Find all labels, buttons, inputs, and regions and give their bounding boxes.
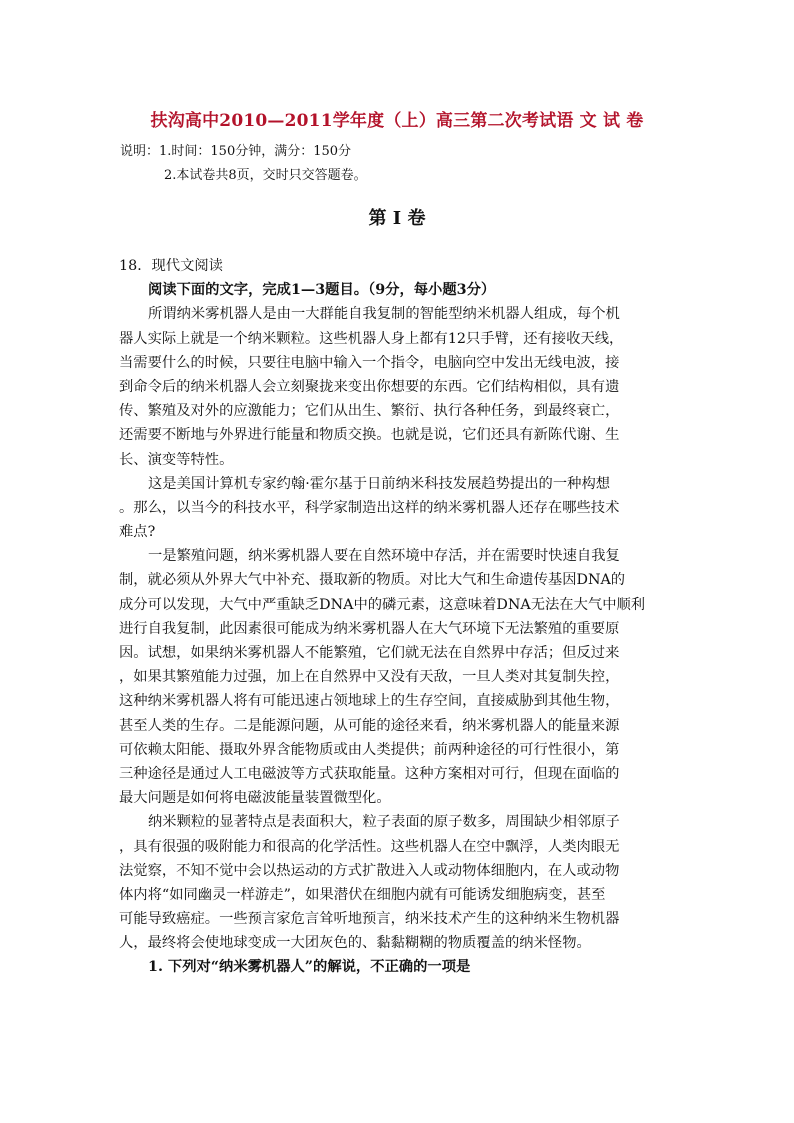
section-instruction: 阅读下面的文字，完成1—3题目。（9分，每小题3分） bbox=[148, 282, 496, 299]
paragraph-3-line: 制，就必须从外界大气中补充、摄取新的物质。对比大气和生命遗传基因DNA的 bbox=[119, 572, 626, 589]
paragraph-3-line: 三种途径是通过人工电磁波等方式获取能量。这种方案相对可行，但现在面临的 bbox=[119, 765, 620, 782]
paragraph-4-line: ，具有很强的吸附能力和很高的化学活性。这些机器人在空中飘浮，人类肉眼无 bbox=[119, 838, 620, 855]
paragraph-3-line: 进行自我复制，此因素很可能成为纳米雾机器人在大气环境下无法繁殖的重要原 bbox=[119, 620, 620, 637]
paragraph-4-line: 纳米颗粒的显著特点是表面积大，粒子表面的原子数多，周围缺少相邻原子 bbox=[148, 814, 620, 831]
paragraph-3-line: 一是繁殖问题，纳米雾机器人要在自然环境中存活，并在需要时快速自我复 bbox=[148, 548, 620, 565]
paragraph-4-line: 人，最终将会使地球变成一大团灰色的、黏黏糊糊的物质覆盖的纳米怪物。 bbox=[119, 935, 591, 952]
paragraph-1-line: 传、繁殖及对外的应激能力；它们从出生、繁衍、执行各种任务，到最终衰亡， bbox=[119, 403, 620, 420]
paragraph-3-line: 甚至人类的生存。二是能源问题，从可能的途径来看，纳米雾机器人的能量来源 bbox=[119, 717, 620, 734]
paragraph-3-line: ，如果其繁殖能力过强，加上在自然界中又没有天敌，一旦人类对其复制失控， bbox=[119, 669, 620, 686]
paragraph-4-line: 法觉察，不知不觉中会以热运动的方式扩散进入人或动物体细胞内，在人或动物 bbox=[119, 862, 620, 879]
instructions-line-1: 说明：1.时间：150分钟，满分：150分 bbox=[120, 144, 352, 159]
section-heading: 18．现代文阅读 bbox=[119, 258, 223, 274]
paragraph-1-line: 当需要什么的时候，只要往电脑中输入一个指令，电脑向空中发出无线电波，接 bbox=[119, 354, 620, 371]
question-1: 1. 下列对“纳米雾机器人”的解说，不正确的一项是 bbox=[148, 959, 471, 976]
paragraph-3-line: 最大问题是如何将电磁波能量装置微型化。 bbox=[119, 790, 391, 807]
paragraph-2-line: 难点? bbox=[119, 524, 156, 541]
paragraph-3-line: 这种纳米雾机器人将有可能迅速占领地球上的生存空间，直接威胁到其他生物， bbox=[119, 693, 620, 710]
paragraph-3-line: 成分可以发现，大气中严重缺乏DNA中的磷元素，这意味着DNA无法在大气中顺利 bbox=[119, 596, 646, 613]
paragraph-3-line: 可依赖太阳能、摄取外界含能物质或由人类提供；前两种途径的可行性很小，第 bbox=[119, 741, 620, 758]
volume-heading: 第 I 卷 bbox=[368, 208, 426, 229]
reading-section bbox=[119, 254, 679, 980]
paragraph-1-line: 所谓纳米雾机器人是由一大群能自我复制的智能型纳米机器人组成，每个机 bbox=[148, 306, 620, 323]
paragraph-1-line: 长、演变等特性。 bbox=[119, 451, 234, 468]
exam-title: 扶沟高中2010—2011学年度（上）高三第二次考试语 文 试 卷 bbox=[150, 111, 644, 131]
instructions-line-2: 2.本试卷共8页，交时只交答题卷。 bbox=[164, 168, 367, 183]
paragraph-1-line: 还需要不断地与外界进行能量和物质交换。也就是说，它们还具有新陈代谢、生 bbox=[119, 427, 620, 444]
paragraph-2-line: 这是美国计算机专家约翰·霍尔基于日前纳米科技发展趋势提出的一种构想 bbox=[148, 475, 611, 492]
paragraph-1-line: 器人实际上就是一个纳米颗粒。这些机器人身上都有12只手臂，还有接收天线， bbox=[119, 330, 624, 347]
paragraph-1-line: 到命令后的纳米机器人会立刻聚拢来变出你想要的东西。它们结构相似，具有遗 bbox=[119, 378, 620, 395]
paragraph-2-line: 。那么，以当今的科技水平，科学家制造出这样的纳米雾机器人还存在哪些技术 bbox=[119, 499, 620, 516]
paragraph-3-line: 因。试想，如果纳米雾机器人不能繁殖，它们就无法在自然界中存活；但反过来 bbox=[119, 645, 620, 661]
paragraph-4-line: 体内将“如同幽灵一样游走”，如果潜伏在细胞内就有可能诱发细胞病变，甚至 bbox=[119, 886, 606, 903]
paragraph-4-line: 可能导致癌症。一些预言家危言耸听地预言，纳米技术产生的这种纳米生物机器 bbox=[119, 911, 620, 928]
